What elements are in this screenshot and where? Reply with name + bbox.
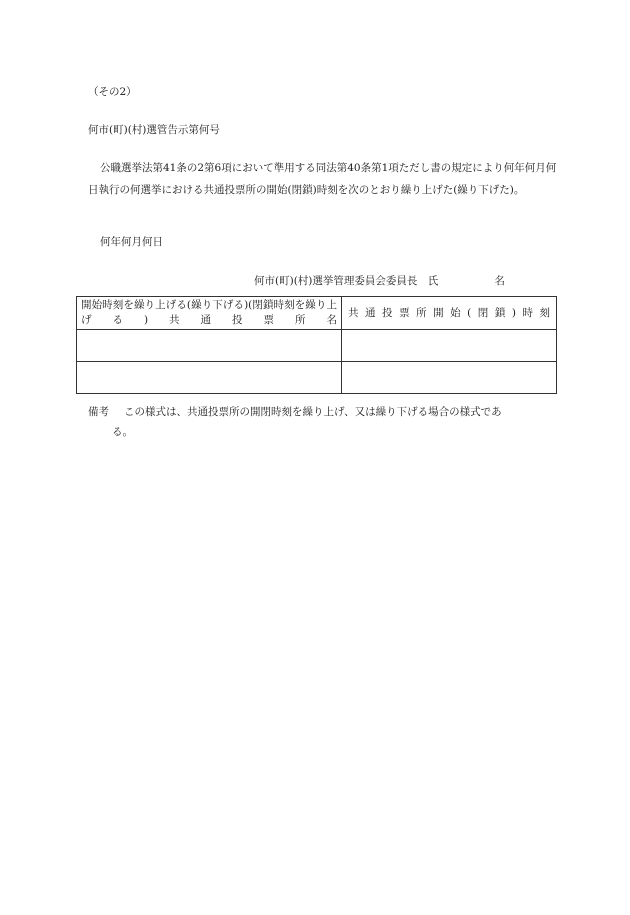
table-cell <box>342 362 557 394</box>
table-cell <box>342 330 557 362</box>
remark-label: 備考 <box>88 406 109 418</box>
form-sub-label: （その2） <box>88 86 137 98</box>
remark-text-continued: る。 <box>112 426 133 438</box>
column-header-time: 共通投票所開始(閉鎖)時刻 <box>342 297 557 330</box>
signature-shi: 氏 <box>427 275 439 287</box>
remark-text: この様式は、共通投票所の開閉時刻を繰り上げ、又は繰り下げる場合の様式であ <box>124 406 502 418</box>
notice-date: 何年何月何日 <box>100 236 163 248</box>
table-row <box>77 330 557 362</box>
polling-station-table <box>76 296 557 394</box>
column-header-station-name: 開始時刻を繰り上げる(繰り下げる)(閉鎖時刻を繰り上げる)共通投票所名 <box>77 297 342 330</box>
table-cell <box>77 362 342 394</box>
table-row <box>77 362 557 394</box>
notice-body: 公職選挙法第41条の2第6項において準用する同法第40条第1項ただし書の規定により何年何月何日執行の何選挙における共通投票所の開始(閉鎖)時刻を次のとおり繰り上げた(繰り下げた)。 <box>88 162 557 196</box>
table-cell <box>77 330 342 362</box>
remark <box>88 402 558 442</box>
signature-org: 何市(町)(村)選挙管理委員会委員長 <box>254 275 418 287</box>
notice-number: 何市(町)(村)選管告示第何号 <box>88 124 220 136</box>
signature-line <box>254 273 505 289</box>
signature-mei: 名 <box>494 275 505 287</box>
table-header-row <box>77 297 557 330</box>
